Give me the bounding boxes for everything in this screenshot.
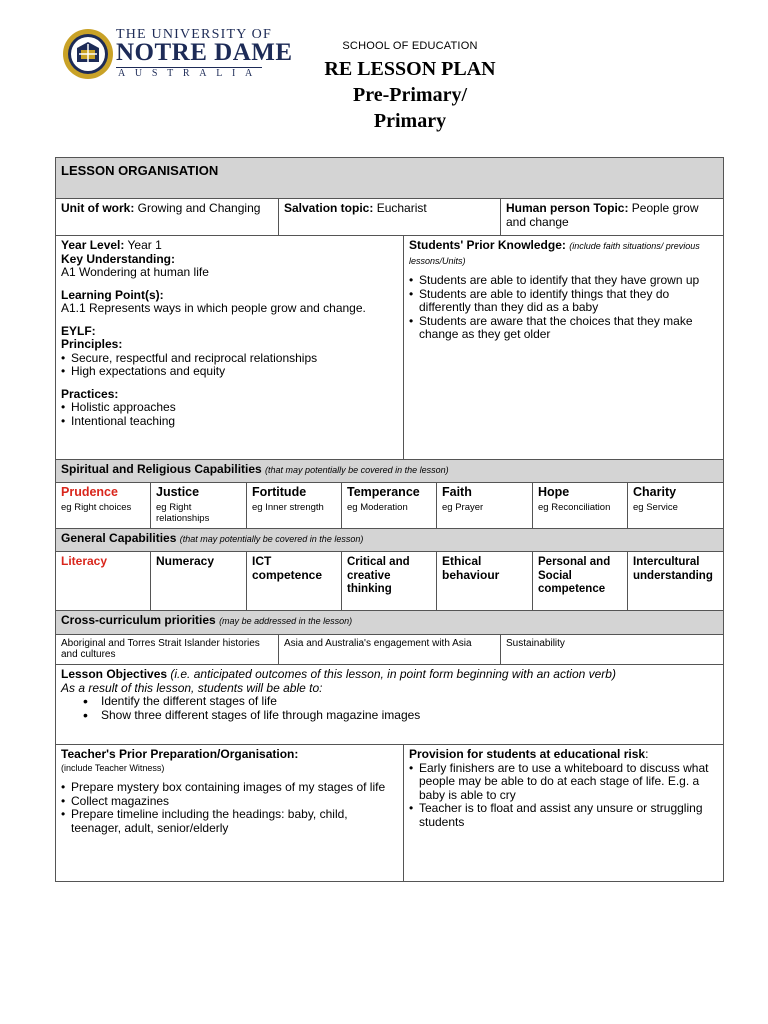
- prior-knowledge-list: [409, 274, 718, 342]
- general-capability-personal-social: Personal and Social competence: [533, 552, 628, 611]
- list-item: • High expectations and equity: [61, 365, 398, 379]
- prior-knowledge-note: (include faith situations/ previous lessons/Units): [409, 241, 700, 266]
- list-item: • Show three different stages of life through magazine images: [61, 709, 718, 723]
- capability-fortitude: Fortitude eg Inner strength: [247, 483, 342, 529]
- logo-text-main: NOTRE DAME: [116, 39, 293, 66]
- details-row: [55, 235, 724, 460]
- capability-hope: Hope eg Reconciliation: [533, 483, 628, 529]
- page-title: RE LESSON PLAN: [324, 58, 496, 80]
- unit-of-work-cell: Unit of work: Growing and Changing: [56, 199, 279, 236]
- list-item: • Prepare mystery box containing images of my stages of life: [61, 781, 398, 795]
- risk-label: Provision for students at educational risk: [409, 747, 646, 761]
- preparation-note: (include Teacher Witness): [61, 762, 165, 773]
- cross-curriculum-aboriginal: Aboriginal and Torres Strait Islander histories and cultures: [56, 635, 279, 665]
- teacher-preparation-cell: [56, 745, 404, 882]
- page-subtitle-1: Pre-Primary/: [352, 84, 467, 106]
- general-capability-intercultural: Intercultural understanding: [628, 552, 724, 611]
- list-item: • Teacher is to float and assist any unsure or struggling students: [409, 802, 718, 829]
- educational-risk-cell: Provision for students at educational risk: • Early finishers are to use a whiteboard to discuss what people may be able to do at each stage of life. E.g. a baby is able to cry • Teacher is to float and assist any unsure or struggling students: [404, 745, 724, 882]
- principles-list: [61, 352, 398, 379]
- lesson-organisation-heading: LESSON ORGANISATION: [56, 158, 724, 199]
- capability-prudence: Prudence eg Right choices: [56, 483, 151, 529]
- spiritual-capabilities-heading: Spiritual and Religious Capabilities (that may potentially be covered in the lesson): [56, 460, 724, 483]
- capability-faith: Faith eg Prayer: [437, 483, 533, 529]
- cross-curriculum-table: [55, 610, 724, 665]
- learning-point-label: Learning Point(s):: [61, 287, 164, 302]
- list-item: • Identify the different stages of life: [61, 695, 718, 709]
- preparation-label: Teacher's Prior Preparation/Organisation:: [61, 747, 299, 761]
- spiritual-capabilities-table: [55, 459, 724, 611]
- salvation-topic-value: Eucharist: [376, 201, 427, 215]
- cross-curriculum-asia: Asia and Australia's engagement with Asia: [279, 635, 501, 665]
- cross-curriculum-sustainability: Sustainability: [501, 635, 724, 665]
- key-understanding-value: A1 Wondering at human life: [61, 265, 209, 279]
- unit-of-work-value: Growing and Changing: [137, 201, 261, 215]
- salvation-topic-cell: Salvation topic: Eucharist: [279, 199, 501, 236]
- page-subtitle-2: Primary: [373, 110, 447, 132]
- general-capability-ict: ICT competence: [247, 552, 342, 611]
- objectives-intro: As a result of this lesson, students will be able to:: [61, 680, 323, 695]
- list-item: • Intentional teaching: [61, 415, 398, 429]
- list-item: • Students are able to identify that they have grown up: [409, 274, 718, 288]
- objectives-list: [61, 695, 718, 722]
- objectives-note: (i.e. anticipated outcomes of this lesson, in point form beginning with an action verb): [170, 667, 616, 681]
- general-capability-critical-thinking: Critical and creative thinking: [342, 552, 437, 611]
- general-capabilities-heading: General Capabilities (that may potentially be covered in the lesson): [56, 529, 724, 552]
- principles-label: Principles:: [61, 337, 123, 351]
- school-name: SCHOOL OF EDUCATION: [342, 40, 478, 52]
- list-item: • Secure, respectful and reciprocal relationships: [61, 352, 398, 366]
- human-person-topic-value: People grow and change: [506, 201, 699, 229]
- human-person-topic-cell: Human person Topic: People grow and change: [501, 199, 724, 236]
- general-capability-ethical-behaviour: Ethical behaviour: [437, 552, 533, 611]
- prior-knowledge-cell: Students' Prior Knowledge: (include faith situations/ previous lessons/Units) • Students are able to identify that they have grown up • Students are able to identify things that they do differently than they did as a baby • Students are aware that the choices that they make change as they get older: [404, 236, 724, 460]
- risk-list: [409, 762, 718, 830]
- preparation-table: [55, 744, 724, 882]
- capability-justice: Justice eg Right relationships: [151, 483, 247, 529]
- lesson-details-cell: Year Level: Year 1 Key Understanding: A1 Wondering at human life Learning Point(s): A1.1 Represents ways in which people grow and change. EYLF: Principles: • Secure, respectful and reciprocal relationships • High expectations and equity Practices: • Holistic approaches • Intentional teaching: [56, 236, 404, 460]
- practices-list: [61, 401, 398, 428]
- general-capability-numeracy: Numeracy: [151, 552, 247, 611]
- document-header: [0, 0, 768, 150]
- capability-temperance: Temperance eg Moderation: [342, 483, 437, 529]
- list-item: • Prepare timeline including the headings: baby, child, teenager, adult, senior/elderly: [61, 808, 398, 835]
- list-item: • Students are able to identify things that they do differently than they did as a baby: [409, 288, 718, 315]
- eylf-label: EYLF:: [61, 323, 96, 338]
- cross-curriculum-heading: Cross-curriculum priorities (may be addressed in the lesson): [56, 611, 724, 635]
- lesson-objectives-cell: Lesson Objectives (i.e. anticipated outcomes of this lesson, in point form beginning with an action verb) As a result of this lesson, students will be able to: • Identify the different stages of life • Show three different stages of life through magazine images: [56, 665, 724, 745]
- list-item: • Holistic approaches: [61, 401, 398, 415]
- learning-point-value: A1.1 Represents ways in which people grow and change.: [61, 301, 366, 315]
- capability-charity: Charity eg Service: [628, 483, 724, 529]
- year-level-value: Year 1: [127, 238, 162, 252]
- organisation-row: [55, 198, 724, 236]
- key-understanding-label: Key Understanding:: [61, 251, 176, 266]
- objectives-table: [55, 664, 724, 745]
- practices-label: Practices:: [61, 386, 119, 401]
- list-item: • Early finishers are to use a whiteboard to discuss what people may be able to do at each stage of life. E.g. a baby is able to cry: [409, 762, 718, 803]
- preparation-list: [61, 781, 398, 835]
- logo-text-top: THE UNIVERSITY OF: [116, 27, 272, 42]
- logo-text-bottom: AUSTRALIA: [118, 68, 262, 79]
- general-capability-literacy: Literacy: [56, 552, 151, 611]
- list-item: • Collect magazines: [61, 795, 398, 809]
- list-item: • Students are aware that the choices that they make change as they get older: [409, 315, 718, 342]
